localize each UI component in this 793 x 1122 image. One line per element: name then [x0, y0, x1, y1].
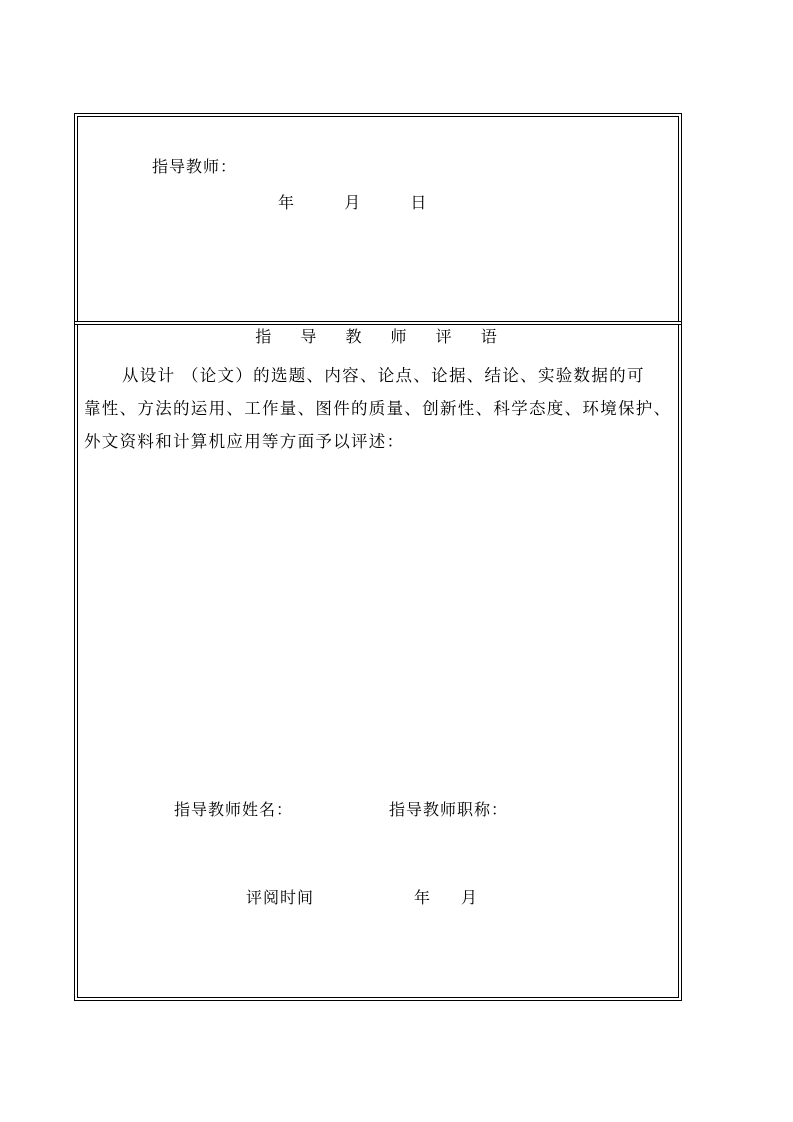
advisor-date-row — [278, 193, 426, 213]
section-divider — [75, 321, 681, 325]
date-month-label: 月 — [344, 193, 361, 212]
advisor-name-label: 指导教师姓名： — [174, 800, 294, 819]
advisor-signature-label: 指导教师： — [152, 157, 238, 176]
review-year-label: 年 — [414, 888, 431, 907]
instruction-line: 外文资料和计算机应用等方面予以评述： — [84, 432, 405, 451]
review-time-label: 评阅时间 — [246, 888, 315, 907]
instruction-paragraph — [84, 359, 680, 458]
section-title: 指 导 教 师 评 语 — [255, 327, 509, 346]
date-day-label: 日 — [410, 193, 427, 212]
form-inner-border — [77, 116, 679, 998]
advisor-title-label: 指导教师职称： — [389, 800, 509, 819]
review-month-label: 月 — [461, 888, 478, 907]
instruction-line: 从设计 （论文）的选题、内容、论点、论据、结论、实验数据的可 — [122, 366, 645, 385]
date-year-label: 年 — [278, 193, 295, 212]
instruction-line: 靠性、方法的运用、工作量、图件的质量、创新性、科学态度、环境保护、 — [84, 399, 672, 418]
evaluation-form-table — [74, 113, 682, 1001]
